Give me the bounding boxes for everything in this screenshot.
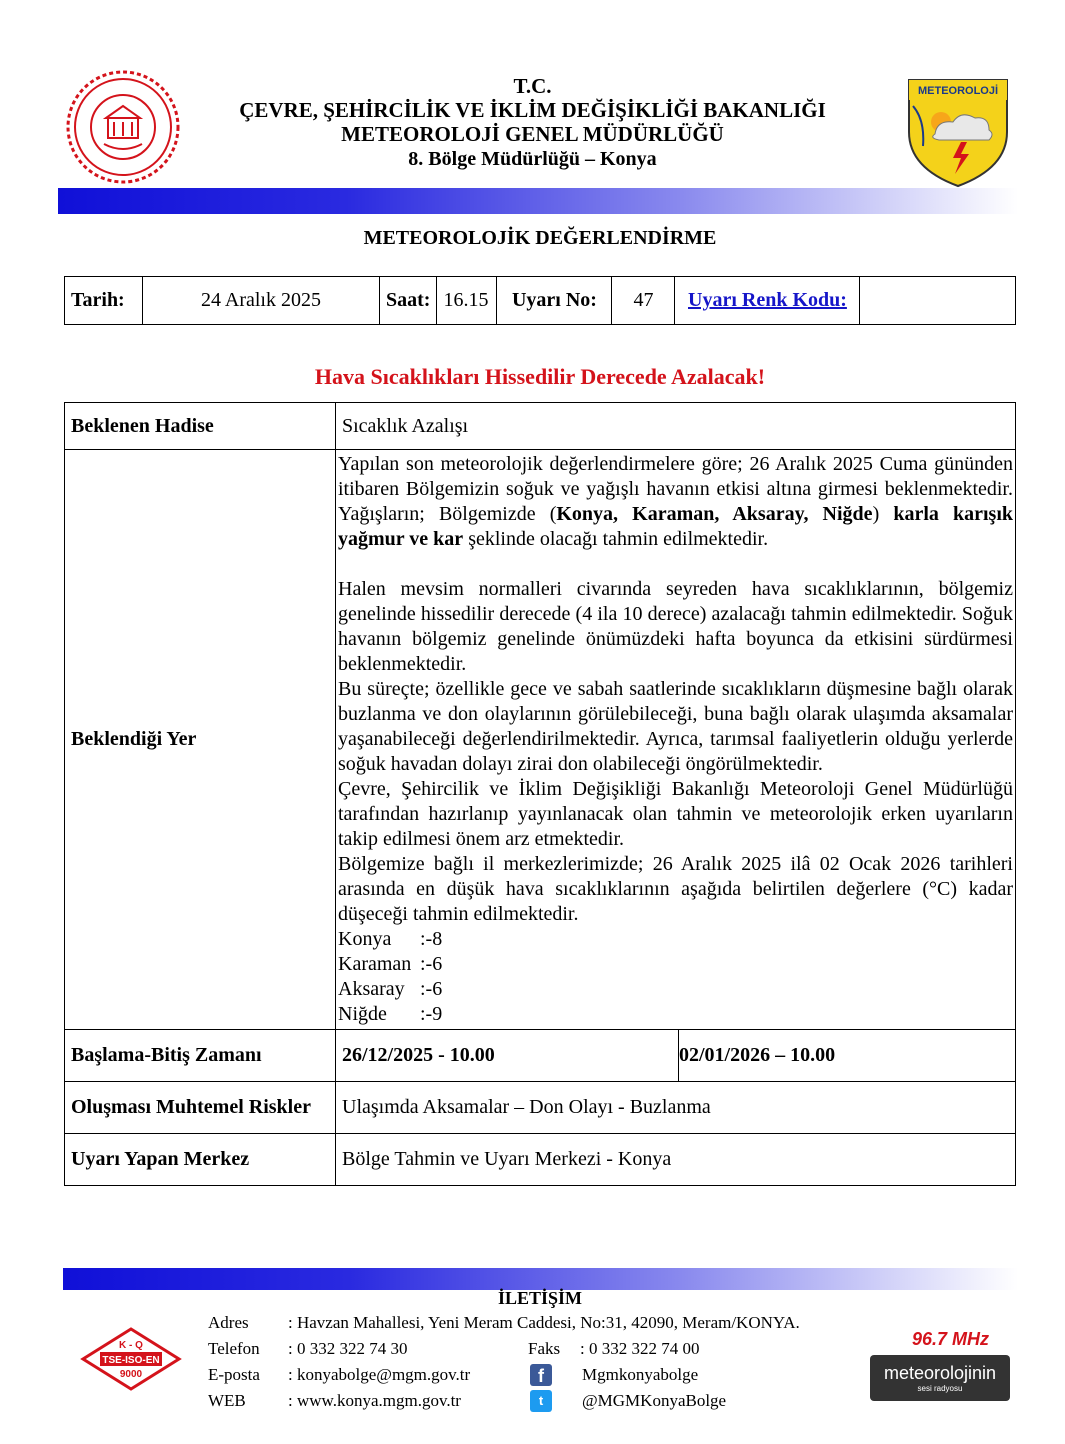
p1-text-c: ) [872,503,894,525]
radio-frequency: 96.7 MHz [912,1329,990,1349]
warning-details-table [64,402,1016,1186]
p1-precip-type: karla karışık yağmur ve kar [338,503,1013,550]
end-time: 02/01/2026 – 10.00 [679,1030,1016,1082]
meteoroloji-shield-logo [905,76,1011,188]
shield-logo-text: METEOROLOJİ [917,85,999,97]
facebook-handle[interactable]: Mgmkonyabolge [582,1365,699,1384]
time-value: 16.15 [437,277,497,325]
date-label: Tarih: [65,277,143,325]
warning-no-label: Uyarı No: [497,277,612,325]
warning-no-value: 47 [612,277,675,325]
twitter-handle[interactable]: @MGMKonyaBolge [582,1391,727,1410]
phone-value: : 0 332 322 74 30 [288,1339,408,1358]
event-value: Sıcaklık Azalışı [336,403,1016,450]
start-time: 26/12/2025 - 10.00 [336,1030,679,1082]
paragraph-2: Halen mevsim normalleri civarında seyreden hava sıcaklıklarının, bölgemiz genelinde hissedilir derecede (4 ila 10 derece) azalacağı tahmin edilmektedir. Soğuk havanın bölgemiz genelinde önümüzdeki hafta boyunca da etkisini sürdürmesi beklenmektedir. [338,578,1013,675]
radio-logo-box [870,1355,1010,1401]
date-value: 24 Aralık 2025 [143,277,380,325]
color-code-link[interactable]: Uyarı Renk Kodu: [675,277,860,325]
header-directorate: METEOROLOJİ GENEL MÜDÜRLÜĞÜ [341,122,724,146]
time-range-label: Başlama-Bitiş Zamanı [65,1030,336,1082]
paragraph-3: Bu süreçte; özellikle gece ve sabah saatlerinde sıcaklıkların düşmesine bağlı olarak buzlanma ve don olaylarının görülebileceği, buna bağlı olarak ulaşımda aksamalar yaşanabileceği değerlendirilmektedir. Ayrıca, tarımsal faaliyetlerin olduğu yerlerde soğuk havadan dolayı zirai don olabileceği öngörülmektedir. [338,678,1013,775]
email-label: E-posta [208,1365,260,1384]
warning-info-table [64,276,1016,325]
tse-iso-logo [80,1326,182,1392]
radio-name: meteorolojinin [883,1363,997,1383]
email-value[interactable]: : konyabolge@mgm.gov.tr [288,1365,471,1384]
twitter-icon[interactable]: t [530,1390,552,1412]
temp-row-aksaray: Aksaray :-6 [338,978,443,1000]
risks-value: Ulaşımda Aksamalar – Don Olayı - Buzlanma [336,1082,1016,1134]
time-label: Saat: [380,277,437,325]
paragraph-1 [338,452,1013,552]
tse-line2: TSE-ISO-EN [102,1355,160,1366]
temperature-list [338,927,1013,1027]
color-code-value [860,277,1016,325]
footer-divider-band [63,1268,1018,1290]
event-label: Beklenen Hadise [65,403,336,450]
facebook-icon[interactable]: f [530,1364,552,1386]
center-label: Uyarı Yapan Merkez [65,1134,336,1186]
web-label: WEB [208,1391,246,1410]
place-label: Beklendiği Yer [65,450,336,1030]
header-regional: 8. Bölge Müdürlüğü – Konya [408,148,657,170]
headline: Hava Sıcaklıkları Hissedilir Derecede Azalacak! [314,364,766,389]
paragraph-4: Çevre, Şehircilik ve İklim Değişikliği Bakanlığı Meteoroloji Genel Müdürlüğü tarafından hazırlanıp yayınlanacak olan tahmin ve meteorolojik erken uyarıların takip edilmesi önem arz etmektedir. [338,778,1013,850]
temp-row-konya: Konya :-8 [338,928,443,950]
place-description [336,450,1016,1030]
risks-label: Oluşması Muhtemel Riskler [65,1082,336,1134]
address-value: : Havzan Mahallesi, Yeni Meram Caddesi, No:31, 42090, Meram/KONYA. [288,1313,800,1332]
phone-label: Telefon [208,1339,260,1358]
center-value: Bölge Tahmin ve Uyarı Merkezi - Konya [336,1134,1016,1186]
p1-text-e: şeklinde olacağı tahmin edilmektedir. [463,528,769,550]
header-ministry: ÇEVRE, ŞEHİRCİLİK VE İKLİM DEĞİŞİKLİĞİ BAKANLIĞI [239,98,826,122]
fax-label: Faks [528,1339,561,1358]
web-value[interactable]: : www.konya.mgm.gov.tr [288,1391,461,1410]
radio-subtitle: sesi radyosu [917,1384,963,1393]
tse-line3: 9000 [119,1369,143,1380]
header-tc: T.C. [513,74,552,98]
contact-title: İLETİŞİM [497,1288,583,1308]
paragraph-5: Bölgemize bağlı il merkezlerimizde; 26 Aralık 2025 ilâ 02 Ocak 2026 tarihleri arasında en düşük hava sıcaklıklarının aşağıda belirtilen değerlere (°C) kadar düşeceği tahmin edilmektedir. [338,853,1013,925]
document-title: METEOROLOJİK DEĞERLENDİRME [363,227,717,249]
tse-line1: K - Q [119,1340,143,1351]
p1-text-a: Yapılan son meteorolojik değerlendirmelere göre; 26 Aralık 2025 Cuma gününden itibaren Bölgemizin soğuk ve yağışlı havanın etkisi altına girmesi beklenmektedir. Yağışların; Bölgemizde ( [338,453,1013,525]
address-label: Adres [208,1313,249,1332]
temp-row-nigde: Niğde :-9 [338,1003,443,1025]
temp-row-karaman: Karaman :-6 [338,953,443,975]
header-divider-band [58,188,1018,214]
p1-cities: Konya, Karaman, Aksaray, Niğde [556,503,873,525]
fax-value: : 0 332 322 74 00 [580,1339,700,1358]
